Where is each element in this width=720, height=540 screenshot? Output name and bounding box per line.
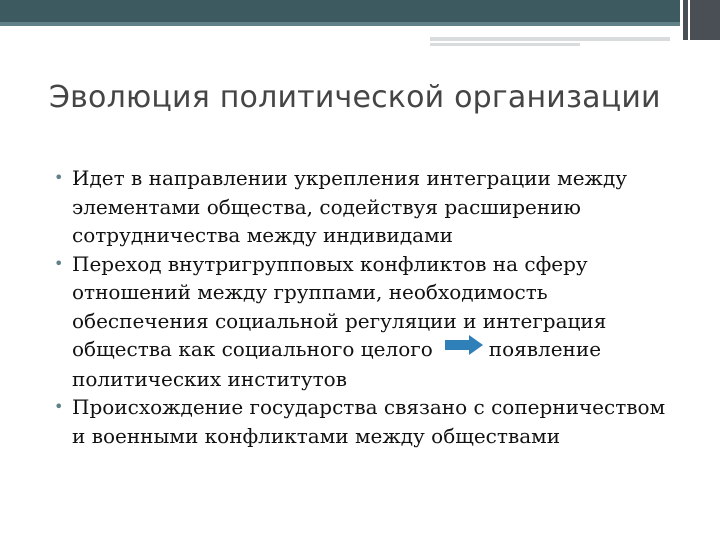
right-arrow-icon [445,334,483,363]
bullet-text-before-arrow: Переход внутригрупповых конфликтов на сферу отношений между группами, необходимость обеспечения социальной регуляции и интеграция общества как социального целого [72,251,607,361]
slide-title: Эволюция политической организации [49,80,661,115]
right-decorative-block [690,0,720,40]
bullet-icon: • [54,397,64,417]
bullet-item [52,164,682,250]
bullet-text: Происхождение государства связано с соперничеством и военными конфликтами между обществами [72,395,666,448]
bullet-list [52,164,682,450]
bullet-item [52,393,682,450]
top-accent-bar [0,22,680,26]
bullet-icon: • [54,253,64,273]
bullet-item [52,250,682,394]
top-decorative-bar [0,0,680,22]
right-decorative-stripe [683,0,688,40]
bullet-icon: • [54,168,64,187]
bullet-text-after-arrow: появление политических институтов [72,337,602,391]
decorative-underline-short [430,43,580,46]
bullet-text: Идет в направлении укрепления интеграции между элементами общества, содействуя расширению сотрудничества между индивидами [72,166,628,247]
decorative-underline [430,37,670,41]
